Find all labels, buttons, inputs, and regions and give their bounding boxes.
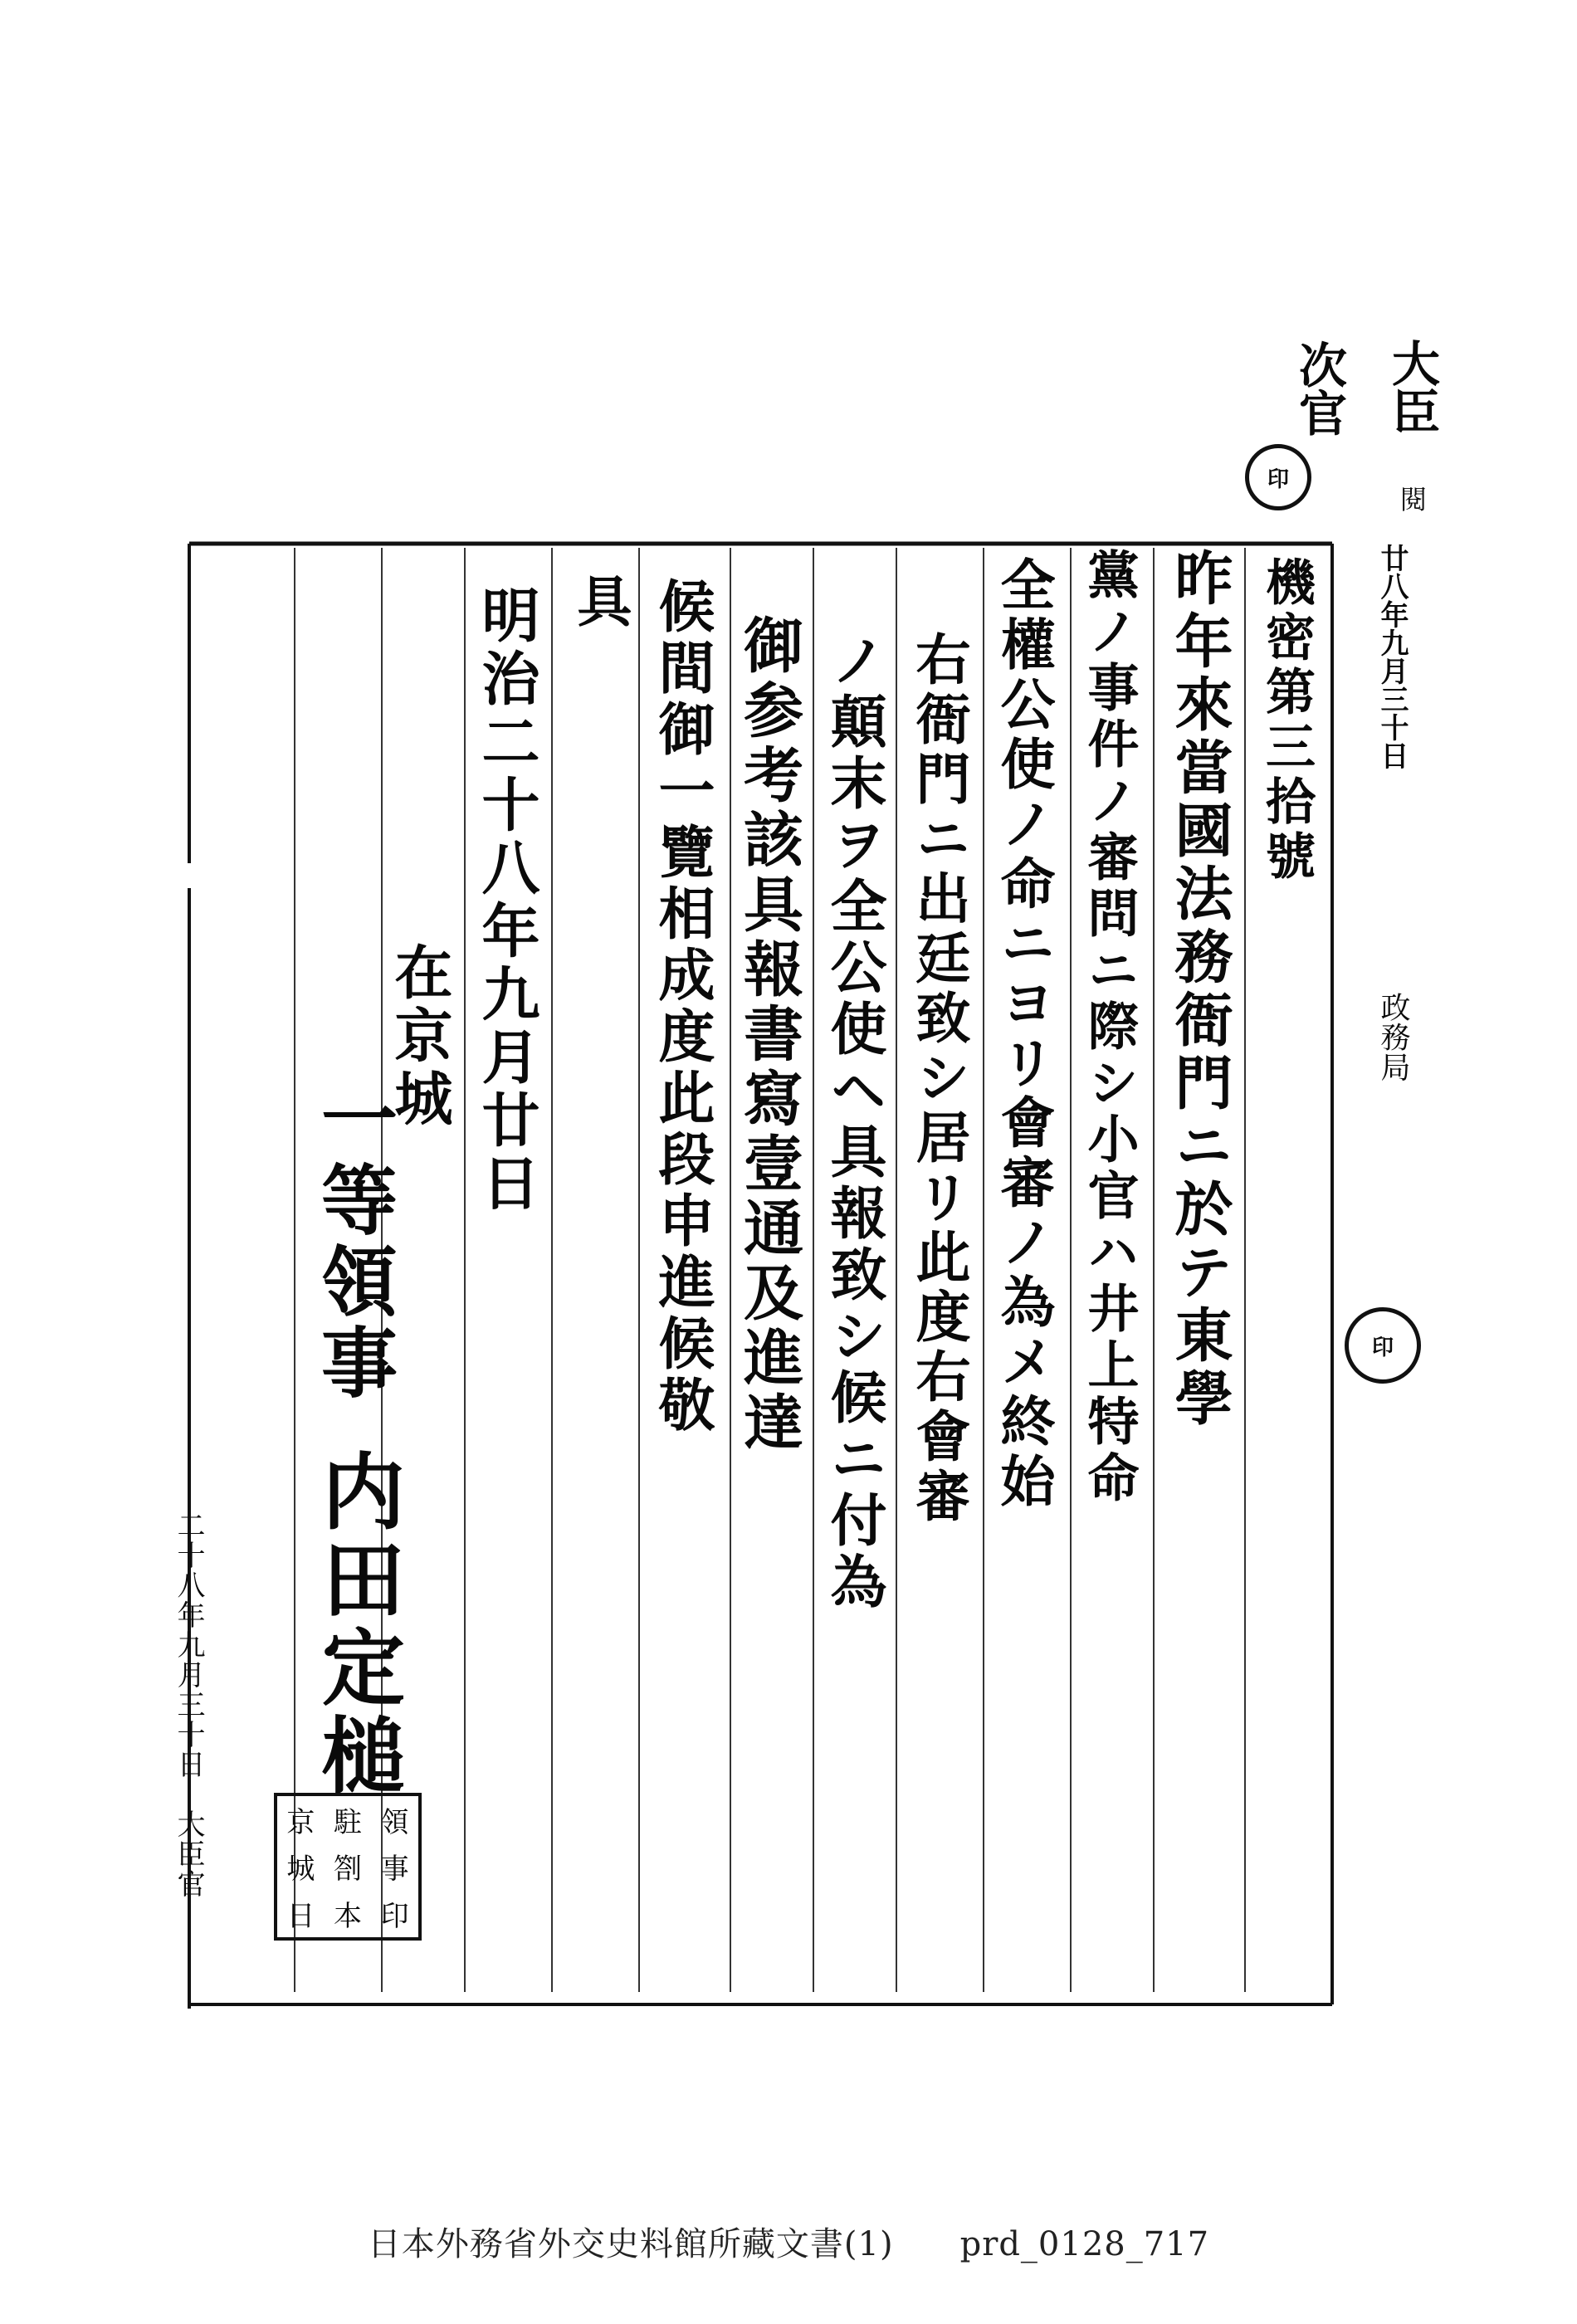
location: 在京城 [385, 942, 454, 1131]
bureau-seal: 印 [1345, 1307, 1421, 1384]
signatory-title: 一等領事 [309, 1079, 398, 1404]
doc-line-4: 右衙門ニ出廷致シ居リ此度右會審 [906, 631, 971, 1527]
doc-line-1: 昨年來當國法務衙門ニ於テ東學 [1165, 548, 1234, 1431]
collection-label: 日本外務省外交史料館所藏文書(1) [367, 2225, 894, 2263]
document-number: 機密第三拾號 [1257, 556, 1316, 885]
doc-id: prd_0128_717 [959, 2225, 1210, 2263]
minister-label: 大臣 [1384, 339, 1440, 435]
top-char: 閱 [1396, 486, 1428, 512]
doc-line-8: 具 [568, 573, 632, 632]
signatory-name: 内田定槌 [308, 1448, 406, 1800]
vice-minister-seal: 印 [1245, 444, 1311, 510]
doc-line-5: ノ顛末ヲ全公使ヘ具報致シ候ニ付為 [821, 631, 887, 1614]
received-date: 廿八年九月三十日 [1375, 544, 1409, 769]
document-date: 明治二十八年九月廿日 [472, 585, 541, 1216]
doc-line-7: 候間御一覽相成度此段申進候敬 [649, 577, 715, 1437]
consul-seal: 京 駐 領 城 劄 事 日 本 印 [274, 1793, 422, 1941]
bureau-note: 政務局 [1376, 992, 1410, 1081]
doc-line-2: 黨ノ事件ノ審問ニ際シ小官ハ井上特命 [1079, 548, 1140, 1507]
vice-minister-label: 次官 [1291, 340, 1347, 437]
doc-line-3: 全權公使ノ命ニヨリ會審ノ為メ終始 [991, 556, 1056, 1512]
footer [0, 2218, 1577, 2265]
margin-note: 二十八年九月三十日 大臣官 [172, 1511, 205, 1899]
doc-line-6: 御参考該具報書寫壹通及進達 [734, 614, 804, 1456]
